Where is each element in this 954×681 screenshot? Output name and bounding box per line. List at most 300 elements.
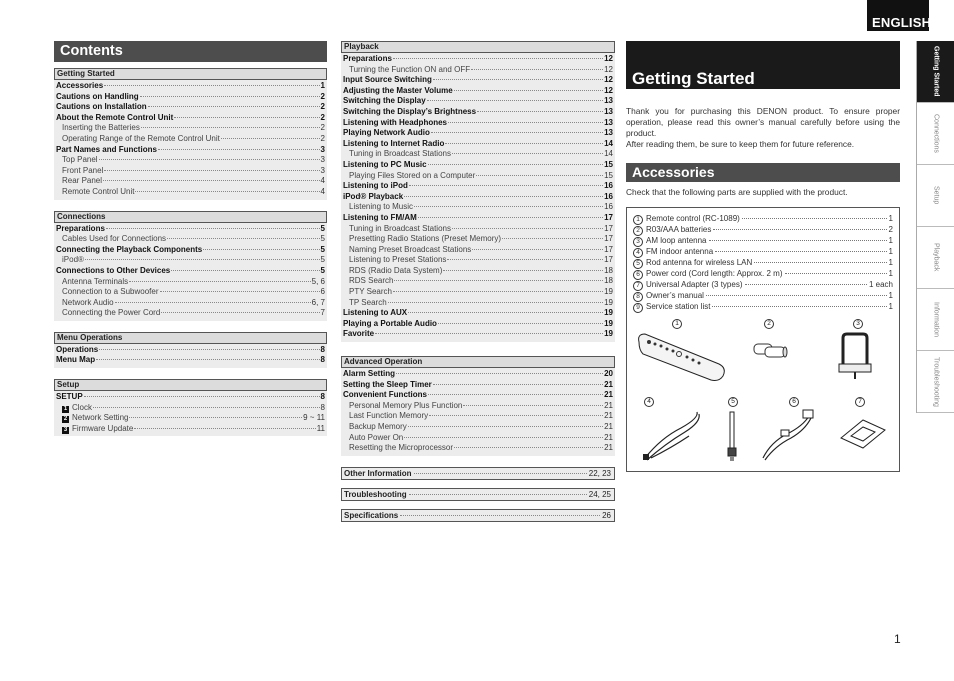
dot-leader (472, 249, 603, 250)
dot-leader (742, 218, 887, 219)
toc-section (54, 379, 327, 436)
dot-leader (158, 149, 320, 150)
dot-leader (433, 384, 603, 385)
toc-entry[interactable] (56, 176, 325, 187)
toc-entry-title: Personal Memory Plus Function (349, 400, 463, 410)
toc-entry-page: 4 (320, 186, 325, 196)
am-loop-antenna-image (835, 330, 875, 380)
dot-leader (452, 153, 603, 154)
toc-entry-title: Listening to FM/AM (343, 212, 417, 222)
toc-entry-page: 3 (320, 155, 325, 165)
dot-leader (104, 170, 319, 171)
toc-entry-page: 17 (604, 212, 613, 222)
dot-leader (418, 217, 603, 218)
toc-entry[interactable] (56, 123, 325, 134)
toc-entry-title: Alarm Setting (343, 369, 396, 379)
toc-entry[interactable] (343, 160, 613, 171)
toc-entry-title: Antenna Terminals (62, 276, 129, 286)
toc-entry[interactable] (343, 224, 613, 235)
toc-entry-page: 17 (604, 255, 613, 265)
toc-entry-page: 5 (320, 244, 325, 254)
toc-entry[interactable] (56, 413, 325, 424)
dot-leader (174, 117, 319, 118)
toc-entry-page: 5 (320, 234, 325, 244)
accessory-name: FM indoor antenna (646, 247, 714, 256)
side-tab-setup[interactable] (917, 165, 954, 227)
toc-entry-title: Listening to Preset Stations (349, 255, 447, 265)
image-label-3: 3 (853, 318, 863, 329)
toc-entry[interactable] (343, 255, 613, 266)
step-number-badge: 2 (63, 416, 68, 423)
toc-entry-page: 12 (604, 75, 613, 85)
toc-entry[interactable] (56, 298, 325, 309)
dot-leader (115, 302, 311, 303)
toc-entry-page: 2 (320, 123, 325, 133)
dot-leader (85, 259, 320, 260)
toc-entry-page: 18 (604, 276, 613, 286)
dot-leader (712, 306, 886, 307)
toc-entry-title: Cautions on Installation (56, 102, 147, 112)
toc-entry[interactable] (343, 390, 613, 401)
toc-entry[interactable] (56, 187, 325, 198)
toc-entry-title: Naming Preset Broadcast Stations (349, 244, 472, 254)
toc-entry-page: 2 (320, 112, 325, 122)
toc-entry-page: 3 (320, 165, 325, 175)
dot-leader (414, 473, 587, 474)
toc-entry-page: 5 (320, 265, 325, 275)
toc-entry-title: Backup Memory (349, 422, 407, 431)
rod-antenna-image (725, 408, 739, 464)
toc-entry[interactable] (341, 509, 615, 522)
toc-entry[interactable] (343, 96, 613, 107)
toc-entry[interactable] (343, 433, 613, 444)
toc-entry-page: 17 (604, 244, 613, 254)
toc-entry[interactable] (343, 401, 613, 412)
item-number: 9 (633, 303, 643, 313)
accessories-title: Accessories (626, 163, 900, 182)
getting-started-column (626, 41, 900, 472)
toc-entry-page: 14 (604, 138, 613, 148)
contents-column (54, 41, 327, 447)
dot-leader (433, 79, 603, 80)
toc-entry[interactable] (343, 319, 613, 330)
dot-leader (409, 494, 587, 495)
toc-entry[interactable] (343, 266, 613, 277)
toc-entry[interactable] (56, 92, 325, 103)
accessory-item (633, 224, 893, 235)
toc-entry[interactable] (343, 54, 613, 65)
toc-entry[interactable] (343, 422, 613, 433)
toc-entry-page: 6 (320, 287, 325, 297)
getting-started-title: Getting Started (626, 41, 900, 92)
contents-column-2 (341, 41, 615, 530)
accessory-quantity: 1 (888, 247, 893, 256)
toc-entry[interactable] (56, 424, 325, 435)
toc-entry-title: Inserting the Batteries (62, 123, 140, 133)
toc-entry-page: 21 (604, 432, 613, 442)
toc-entry-title: Presetting Radio Stations (Preset Memory) (349, 234, 502, 244)
dot-leader (476, 175, 603, 176)
dot-leader (171, 270, 319, 271)
toc-entry-page: 12 (604, 54, 613, 63)
side-tab-label: Getting Started (932, 46, 940, 97)
intro-text: Thank you for purchasing this DENON product. To ensure proper operation, please read this owner’s manual carefully before using the product. (626, 106, 900, 138)
accessory-quantity: 1 (888, 302, 893, 311)
side-tab-connections[interactable] (917, 103, 954, 165)
dot-leader (438, 323, 603, 324)
toc-entry[interactable] (56, 234, 325, 245)
toc-entry[interactable] (56, 224, 325, 235)
toc-entry[interactable] (343, 118, 613, 129)
toc-section (54, 332, 327, 368)
dot-leader (409, 185, 603, 186)
toc-entry-page: 8 (320, 392, 325, 402)
image-label-4: 4 (644, 396, 654, 407)
side-tab-troubleshooting[interactable] (917, 351, 954, 413)
toc-entry-title: PTY Search (349, 287, 392, 297)
toc-entry-page: 15 (604, 170, 613, 180)
toc-entry-page: 17 (604, 234, 613, 244)
toc-entry-page: 16 (604, 181, 613, 191)
toc-entry-title: iPod® Playback (343, 191, 404, 201)
toc-entry[interactable] (343, 411, 613, 422)
dot-leader (445, 143, 603, 144)
toc-entry-page: 9 ~ 11 (303, 413, 325, 423)
accessory-quantity: 1 (888, 291, 893, 300)
toc-entry-page: 16 (604, 202, 613, 212)
toc-entry-page: 2 (320, 133, 325, 143)
side-tab-label: Setup (932, 186, 940, 205)
toc-entry[interactable] (56, 403, 325, 414)
toc-entry[interactable] (56, 345, 325, 356)
accessory-item (633, 213, 893, 224)
step-number-badge: 1 (63, 405, 68, 412)
toc-entry-page: 26 (602, 510, 611, 520)
toc-entry[interactable] (56, 308, 325, 319)
dot-leader (447, 259, 603, 260)
toc-entry[interactable] (56, 277, 325, 288)
dot-leader (443, 270, 603, 271)
toc-section-heading: Playback (341, 41, 615, 53)
toc-entry-title: Connecting the Playback Components (56, 244, 203, 254)
toc-entry-page: 21 (604, 379, 613, 389)
side-tab-label: Information (932, 301, 940, 338)
side-tab-getting-started[interactable] (917, 41, 954, 103)
toc-entry-title: Remote Control Unit (62, 186, 135, 196)
toc-entry[interactable] (56, 355, 325, 366)
toc-entry-title: iPod® (62, 255, 84, 265)
accessory-quantity: 1 (888, 258, 893, 267)
dot-leader (134, 428, 315, 429)
accessory-name: Power cord (Cord length: Approx. 2 m) (646, 269, 783, 278)
toc-entry-title: Favorite (343, 329, 375, 339)
dot-leader (99, 349, 319, 350)
accessory-name: R03/AAA batteries (646, 225, 712, 234)
toc-entry-page: 4 (320, 176, 325, 186)
item-number: 7 (633, 281, 643, 291)
dot-leader (93, 407, 320, 408)
dot-leader (709, 240, 887, 241)
toc-entry[interactable] (56, 145, 325, 156)
side-tab-label: Playback (932, 243, 940, 272)
accessories-list (633, 213, 893, 312)
accessory-quantity: 2 (888, 225, 893, 234)
side-tab-information[interactable] (917, 289, 954, 351)
dot-leader (129, 281, 311, 282)
toc-entry[interactable] (56, 102, 325, 113)
toc-entry-page: 24, 25 (588, 489, 611, 499)
toc-entry-title: About the Remote Control Unit (56, 112, 174, 122)
toc-entry-page: 13 (604, 96, 613, 106)
toc-entry-page: 19 (604, 308, 613, 318)
toc-entry-title: Network Setting (72, 413, 129, 423)
toc-entry-page: 5 (320, 223, 325, 233)
toc-entry[interactable] (56, 245, 325, 256)
toc-entry[interactable] (56, 113, 325, 124)
dot-leader (393, 58, 603, 59)
toc-entry[interactable] (343, 107, 613, 118)
toc-entry[interactable] (56, 166, 325, 177)
accessory-item (633, 290, 893, 301)
dot-leader (785, 273, 887, 274)
toc-entry[interactable] (56, 255, 325, 266)
dot-leader (715, 251, 886, 252)
toc-entry-page: 8 (320, 355, 325, 365)
toc-entry[interactable] (341, 467, 615, 480)
toc-entry-page: 21 (604, 390, 613, 400)
accessory-item (633, 246, 893, 257)
toc-entry-title: Troubleshooting (344, 489, 407, 499)
toc-entry[interactable] (343, 245, 613, 256)
toc-entry-title: SETUP (56, 392, 83, 402)
toc-entry-title: Convenient Functions (343, 390, 427, 400)
toc-entry[interactable] (341, 488, 615, 501)
toc-entry[interactable] (56, 266, 325, 277)
toc-entry-title: Rear Panel (62, 176, 103, 186)
toc-entry-title: Turning the Function ON and OFF (349, 64, 471, 74)
toc-entry-title: Listening to Music (349, 202, 414, 212)
toc-entry-title: Accessories (56, 81, 104, 90)
toc-entry[interactable] (343, 298, 613, 309)
toc-entry-title: Auto Power On (349, 432, 404, 442)
toc-entry-title: Cautions on Handling (56, 91, 139, 101)
toc-entry[interactable] (343, 329, 613, 340)
dot-leader (203, 249, 319, 250)
toc-entry[interactable] (343, 234, 613, 245)
dot-leader (375, 333, 603, 334)
toc-section (341, 509, 615, 522)
dot-leader (754, 262, 886, 263)
dot-leader (396, 373, 603, 374)
accessory-item (633, 235, 893, 246)
dot-leader (502, 238, 603, 239)
toc-entry-title: Front Panel (62, 165, 104, 175)
toc-entry-title: Preparations (343, 54, 392, 63)
toc-entry-page: 5, 6 (311, 276, 325, 286)
toc-entry-title: Part Names and Functions (56, 144, 157, 154)
toc-entry[interactable] (343, 369, 613, 380)
toc-entry[interactable] (56, 155, 325, 166)
toc-entry[interactable] (343, 192, 613, 203)
toc-entry-title: Other Information (344, 468, 412, 478)
accessory-name: Service station list (646, 302, 711, 311)
toc-entry-title: Preparations (56, 223, 105, 233)
accessory-name: Remote control (RC-1089) (646, 214, 740, 223)
toc-entry[interactable] (56, 392, 325, 403)
accessory-item (633, 268, 893, 279)
toc-entry-page: 21 (604, 411, 613, 421)
toc-entry[interactable] (343, 171, 613, 182)
toc-entry[interactable] (343, 65, 613, 76)
item-number: 5 (633, 259, 643, 269)
toc-entry[interactable] (343, 287, 613, 298)
image-label-7: 7 (855, 396, 865, 407)
toc-entry[interactable] (343, 308, 613, 319)
dot-leader (408, 312, 603, 313)
accessory-name: Owner’s manual (646, 291, 704, 300)
dot-leader (161, 312, 319, 313)
toc-entry[interactable] (343, 443, 613, 454)
accessory-quantity: 1 (888, 214, 893, 223)
dot-leader (400, 515, 600, 516)
toc-entry-page: 15 (604, 159, 613, 169)
toc-entry[interactable] (56, 134, 325, 145)
toc-entry-page: 12 (604, 64, 613, 74)
toc-entry-page: 5 (320, 255, 325, 265)
toc-entry-page: 7 (320, 308, 325, 318)
toc-section (341, 467, 615, 480)
dot-leader (221, 138, 320, 139)
toc-entry[interactable] (56, 81, 325, 92)
toc-entry-page: 2 (320, 102, 325, 112)
toc-entry-page: 17 (604, 223, 613, 233)
dot-leader (394, 280, 603, 281)
toc-entry-title: Listening to PC Music (343, 159, 427, 169)
dot-leader (129, 417, 302, 418)
image-label-6: 6 (789, 396, 799, 407)
toc-entry-title: RDS Search (349, 276, 394, 286)
toc-section-heading: Advanced Operation (341, 356, 615, 368)
toc-entry-page: 8 (320, 402, 325, 412)
accessory-quantity: 1 (888, 269, 893, 278)
toc-entry-title: Listening to iPod (343, 181, 408, 191)
toc-entry[interactable] (343, 380, 613, 391)
accessories-box (626, 207, 900, 472)
toc-entry-title: Cables Used for Connections (62, 234, 167, 244)
toc-entry-page: 13 (604, 106, 613, 116)
toc-entry[interactable] (343, 202, 613, 213)
toc-entry[interactable] (343, 276, 613, 287)
toc-entry[interactable] (343, 128, 613, 139)
toc-entry-title: Connecting the Power Cord (62, 308, 161, 318)
toc-entry-title: Firmware Update (72, 423, 134, 433)
dot-leader (135, 191, 319, 192)
dot-leader (448, 122, 603, 123)
power-cord-image (757, 408, 817, 464)
toc-section-heading: Menu Operations (54, 332, 327, 344)
toc-entry[interactable] (343, 213, 613, 224)
dot-leader (388, 302, 603, 303)
toc-entry[interactable] (343, 139, 613, 150)
dot-leader (148, 106, 320, 107)
toc-entry[interactable] (56, 287, 325, 298)
contents-title: Contents (54, 41, 327, 62)
dot-leader (745, 284, 867, 285)
accessory-quantity: 1 each (868, 280, 893, 289)
toc-entry-title: Network Audio (62, 297, 114, 307)
toc-entry-title: Clock (72, 402, 93, 412)
toc-entry-page: 12 (604, 85, 613, 95)
toc-entry-title: Switching the Display’s Brightness (343, 106, 477, 116)
toc-entry-title: Switching the Display (343, 96, 426, 106)
fm-indoor-antenna-image (641, 408, 703, 464)
toc-entry-title: Connections to Other Devices (56, 265, 171, 275)
dot-leader (414, 206, 603, 207)
language-tab: ENGLISH (867, 0, 929, 31)
image-label-2: 2 (764, 318, 774, 329)
dot-leader (104, 85, 319, 86)
toc-entry-page: 21 (604, 443, 613, 453)
intro-text-2: After reading them, be sure to keep them for future reference. (626, 139, 855, 149)
toc-entry-page: 20 (604, 369, 613, 379)
toc-entry[interactable] (343, 86, 613, 97)
toc-entry-page: 21 (604, 422, 613, 431)
toc-entry-title: Specifications (344, 510, 399, 520)
accessories-intro: Check that the following parts are supplied with the product. (626, 187, 848, 197)
accessory-item (633, 279, 893, 290)
dot-leader (454, 90, 603, 91)
dot-leader (431, 132, 603, 133)
toc-entry-title: Top Panel (62, 155, 98, 165)
page-number: 1 (894, 632, 901, 646)
universal-adapter-image (837, 416, 889, 452)
toc-section (54, 211, 327, 321)
accessory-item (633, 301, 893, 312)
item-number: 1 (633, 215, 643, 225)
toc-entry[interactable] (343, 181, 613, 192)
side-tab-playback[interactable] (917, 227, 954, 289)
dot-leader (141, 127, 320, 128)
toc-entry-title: Adjusting the Master Volume (343, 85, 453, 95)
accessory-name: Rod antenna for wireless LAN (646, 258, 753, 267)
item-number: 2 (633, 226, 643, 236)
dot-leader (408, 426, 603, 427)
dot-leader (471, 69, 603, 70)
accessory-name: Universal Adapter (3 types) (646, 280, 743, 289)
toc-entry-title: Input Source Switching (343, 75, 432, 85)
dot-leader (103, 180, 320, 181)
toc-entry-page: 14 (604, 149, 613, 159)
toc-entry-page: 6, 7 (311, 297, 325, 307)
toc-entry[interactable] (343, 75, 613, 86)
accessory-quantity: 1 (888, 236, 893, 245)
toc-entry-title: Listening with Headphones (343, 117, 448, 127)
dot-leader (404, 437, 603, 438)
toc-section (341, 41, 615, 342)
accessory-name: AM loop antenna (646, 236, 707, 245)
toc-entry-title: Listening to Internet Radio (343, 138, 445, 148)
toc-section-heading: Connections (54, 211, 327, 223)
toc-entry-page: 18 (604, 265, 613, 275)
dot-leader (404, 196, 603, 197)
dot-leader (428, 394, 603, 395)
toc-section (54, 68, 327, 200)
toc-entry-page: 19 (604, 297, 613, 307)
toc-entry-title: Playing Network Audio (343, 128, 430, 138)
item-number: 6 (633, 270, 643, 280)
toc-entry-title: Operating Range of the Remote Control Unit (62, 133, 220, 143)
toc-entry[interactable] (343, 149, 613, 160)
